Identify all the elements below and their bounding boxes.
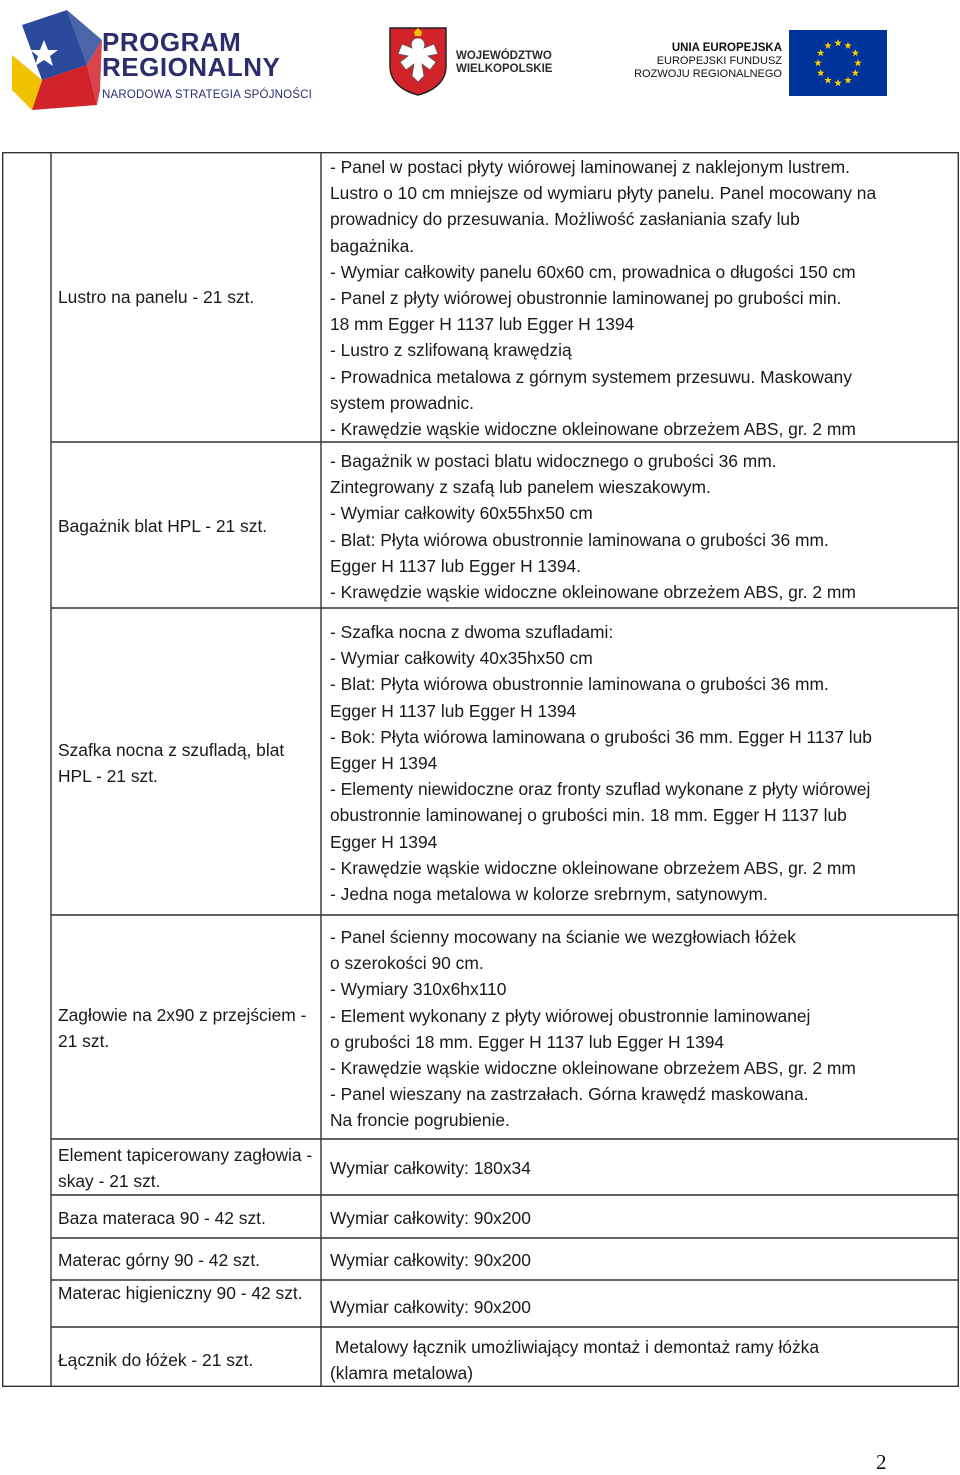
program-title: PROGRAM REGIONALNY [102, 27, 281, 82]
table-row-description: - Panel ścienny mocowany na ścianie we wezgłowiach łóżek o szerokości 90 cm. - Wymiary 310x6hx110 - Element wykonany z płyty wiórowej obustronnie laminowanej o grubości 18 mm. Egger H 1137 lub Egger H 1394 - Krawędzie wąskie widoczne okleinowane obrzeżem ABS, gr. 2 mm - Panel wieszany na zastrzałach. Górna krawędź maskowana. Na froncie pogrubienie. [330, 927, 856, 1131]
table-row-description: - Panel w postaci płyty wiórowej laminowanej z naklejonym lustrem. Lustro o 10 cm mniejsze od wymiaru płyty panelu. Panel mocowany na prowadnicy do przesuwania. Możliwość zasłaniania szafy lub bagażnika. - Wymiar całkowity panelu 60x60 cm, prowadnica o długości 150 cm - Panel z płyty wiórowej obustronnie laminowanej po grubości min. 18 mm Egger H 1137 lub Egger H 1394 - Lustro z szlifowaną krawędzią - Prowadnica metalowa z górnym systemem przesuwu. Maskowany system prowadnic. - Krawędzie wąskie widoczne okleinowane obrzeżem ABS, gr. 2 mm [330, 157, 877, 440]
page-number: 2 [876, 1450, 887, 1474]
table-row-name: Bagażnik blat HPL - 21 szt. [58, 516, 268, 536]
table-row-description: Wymiar całkowity: 90x200 [330, 1250, 531, 1270]
table-row-description: - Bagażnik w postaci blatu widocznego o grubości 36 mm. Zintegrowany z szafą lub panelem wieszakowym. - Wymiar całkowity 60x55hx50 cm - Blat: Płyta wiórowa obustronnie laminowana o grubości 36 mm. Egger H 1137 lub Egger H 1394. - Krawędzie wąskie widoczne okleinowane obrzeżem ABS, gr. 2 mm [330, 451, 856, 603]
table-row-description: Wymiar całkowity: 180x34 [330, 1158, 531, 1178]
table-row-description: Wymiar całkowity: 90x200 [330, 1297, 531, 1317]
program-subtitle: NARODOWA STRATEGIA SPÓJNOŚCI [102, 89, 313, 101]
eu-fund-text: UNIA EUROPEJSKA EUROPEJSKI FUNDUSZ ROZWOJU REGIONALNEGO [634, 42, 782, 80]
table-row-description: Wymiar całkowity: 90x200 [330, 1208, 531, 1228]
table-row-description: Metalowy łącznik umożliwiający montaż i demontaż ramy łóżka (klamra metalowa) [330, 1337, 820, 1384]
table-row-name: Materac higieniczny 90 - 42 szt. [58, 1283, 303, 1303]
page-header [0, 0, 890, 125]
table-row-description: - Szafka nocna z dwoma szufladami: - Wymiar całkowity 40x35hx50 cm - Blat: Płyta wiórowa obustronnie laminowana o grubości 36 mm. Egger H 1137 lub Egger H 1394 - Bok: Płyta wiórowa laminowana o grubości 36 mm. Egger H 1137 lub Egger H 1394 - Elementy niewidoczne oraz fronty szuflad wykonane z płyty wiórowej obustronnie laminowanej o grubości min. 18 mm. Egger H 1137 lub Egger H 1394 - Krawędzie wąskie widoczne okleinowane obrzeżem ABS, gr. 2 mm - Jedna noga metalowa w kolorze srebrnym, satynowym. [330, 622, 872, 905]
eu-flag-icon [789, 30, 887, 96]
table-row-name: Łącznik do łóżek - 21 szt. [58, 1350, 254, 1370]
table-row-name: Materac górny 90 - 42 szt. [58, 1250, 261, 1270]
table-row-name: Lustro na panelu - 21 szt. [58, 287, 255, 307]
table-row-name: Baza materaca 90 - 42 szt. [58, 1208, 266, 1228]
coat-of-arms-icon [388, 26, 448, 96]
table-row-name: Zagłowie na 2x90 z przejściem - 21 szt. [58, 1005, 307, 1052]
region-name: WOJEWÓDZTWO WIELKOPOLSKIE [456, 50, 553, 75]
table-row-name: Element tapicerowany zagłowia - skay - 21 szt. [58, 1145, 313, 1192]
table-row-name: Szafka nocna z szufladą, blat HPL - 21 szt. [58, 740, 285, 787]
